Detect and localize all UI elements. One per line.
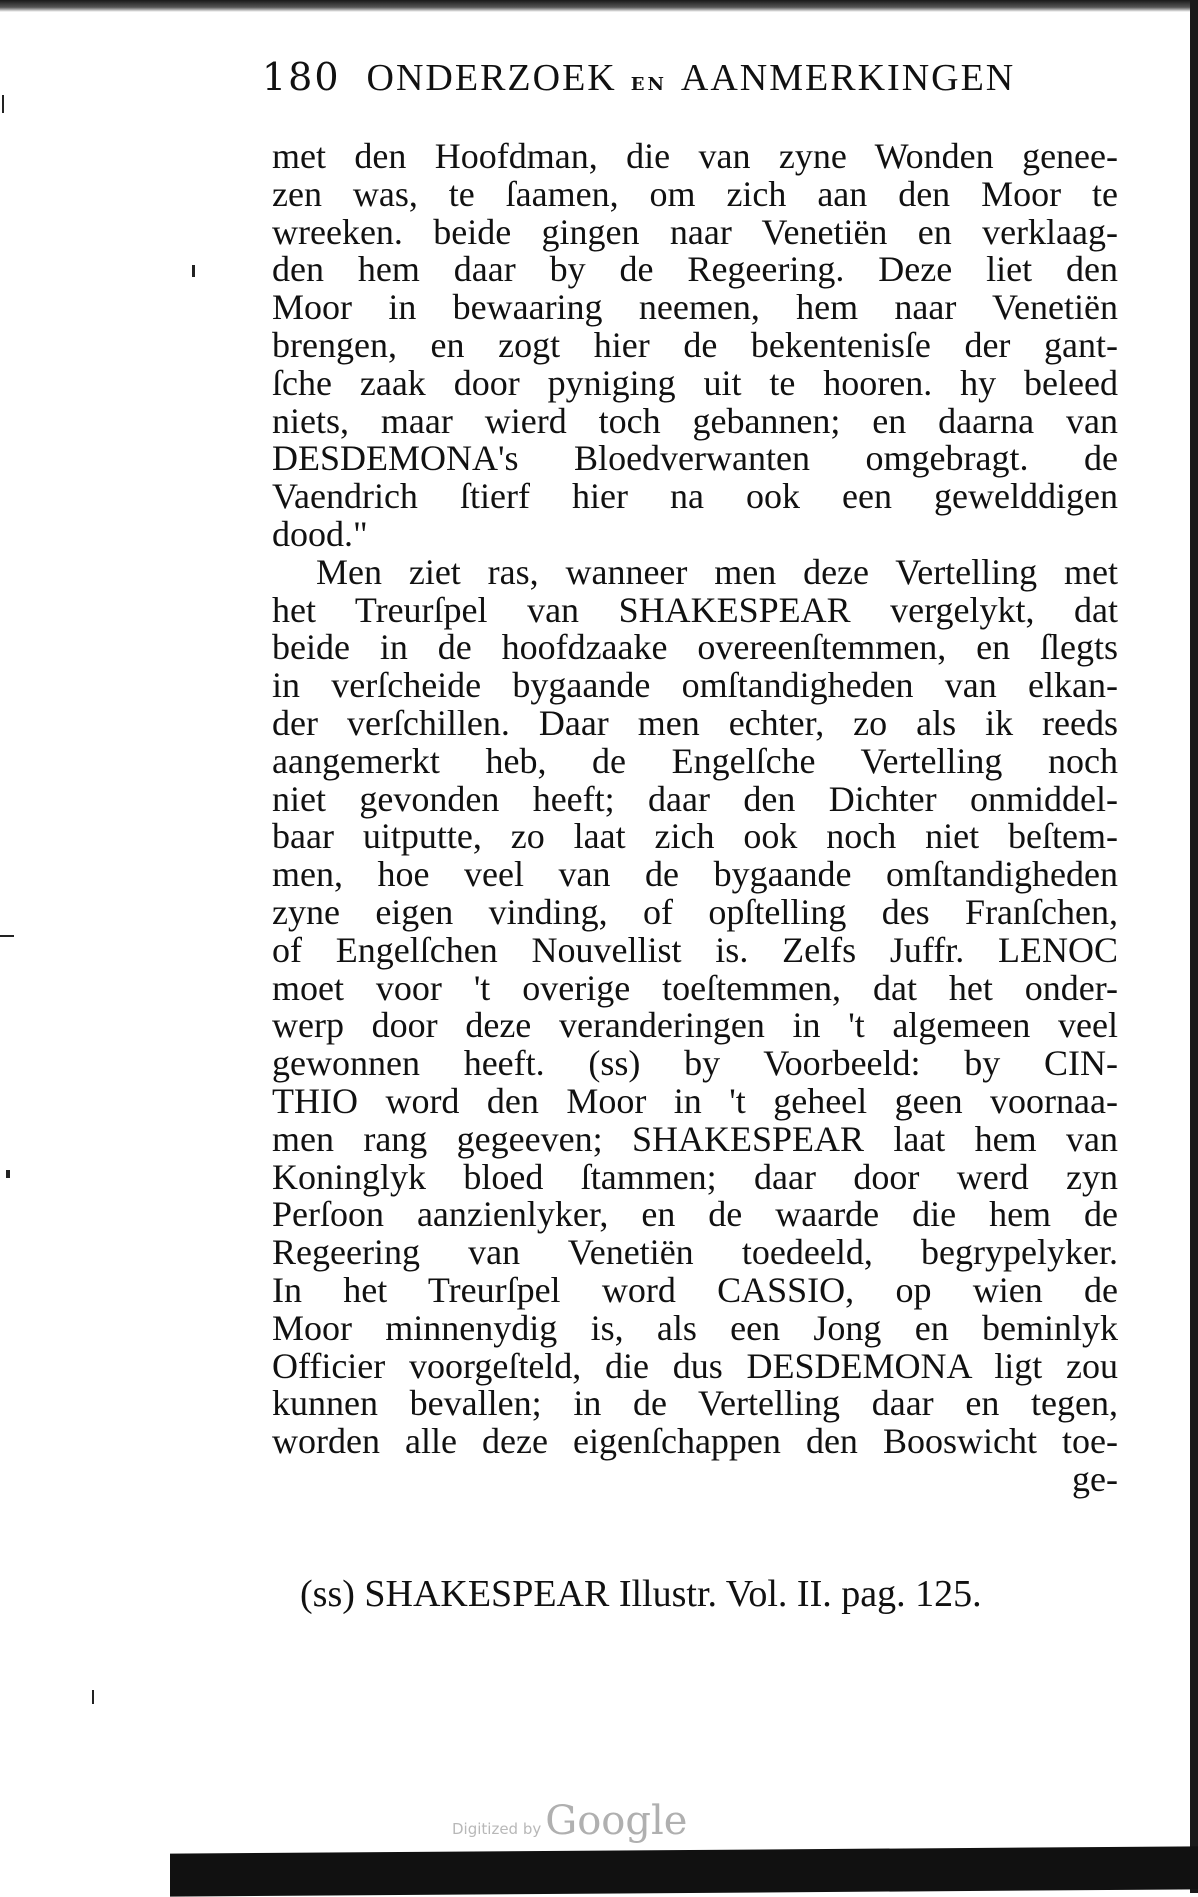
text-line: gewonnen heeft. (ss) by Voorbeeld: by CIN- [272,1043,1118,1084]
margin-mark [192,265,195,277]
header-title-part1: ONDERZOEK [366,57,617,99]
text-line: den hem daar by de Regeering. Deze liet den [272,249,1118,290]
text-line: THIO word den Moor in 't geheel geen voornaa- [272,1080,1118,1121]
text-line: Koninglyk bloed ſtammen; daar door werd zyn [272,1156,1118,1197]
text-line: niets, maar wierd toch gebannen; en daarna van [272,400,1118,441]
margin-mark [0,935,14,937]
text-line: met den Hoofdman, die van zyne Wonden genee- [272,136,1118,176]
text-line: wreeken. beide gingen naar Venetiën en verklaag- [272,211,1118,252]
text-line: Men ziet ras, wanneer men deze Vertelling met [316,551,1118,592]
body-text [272,138,1118,1499]
page-number: 180 [262,55,341,99]
digitization-watermark [452,1798,687,1844]
text-line: Moor minnenydig is, als een Jong en beminlyk [272,1307,1118,1348]
text-line: werp door deze veranderingen in 't algemeen veel [272,1005,1118,1046]
text-line: ſche zaak door pyniging uit te hooren. hy beleed [272,362,1118,403]
text-line: DESDEMONA's Bloedverwanten omgebragt. de [272,438,1118,479]
text-line: dood." [272,513,368,554]
text-line: aangemerkt heb, de Engelſche Vertelling noch [272,740,1118,781]
running-header [262,55,1052,107]
text-line: baar uitputte, zo laat zich ook noch niet beſtem- [272,816,1118,857]
text-line: Perſoon aanzienlyker, en de waarde die hem de [272,1194,1118,1235]
text-line: het Treurſpel van SHAKESPEAR vergelykt, dat [272,589,1118,630]
text-line: moet voor 't overige toeſtemmen, dat het onder- [272,967,1118,1008]
text-line: Moor in bewaaring neemen, hem naar Venetiën [272,287,1118,328]
text-line: der verſchillen. Daar men echter, zo als ik reeds [272,702,1118,743]
text-line: brengen, en zogt hier de bekentenisſe der gant- [272,324,1118,365]
margin-mark [2,95,4,113]
header-title-part2: AANMERKINGEN [680,57,1016,99]
text-line: men rang gegeeven; SHAKESPEAR laat hem van [272,1118,1118,1159]
text-line: men, hoe veel van de bygaande omſtandigheden [272,854,1118,895]
text-line: zyne eigen vinding, of opſtelling des Franſchen, [272,891,1118,932]
text-line: kunnen bevallen; in de Vertelling daar en tegen, [272,1383,1118,1424]
text-line: Regeering van Venetiën toedeeld, begrypelyker. [272,1232,1118,1273]
footnote: (ss) SHAKESPEAR Illustr. Vol. II. pag. 125. [300,1573,982,1615]
text-line: of Engelſchen Nouvellist is. Zelfs Juffr. LENOC [272,929,1118,970]
margin-mark [92,1690,94,1704]
margin-mark [6,1170,10,1178]
text-line: niet gevonden heeft; daar den Dichter onmiddel- [272,778,1118,819]
page-right-edge [1190,0,1198,1893]
page-top-edge [0,0,1198,12]
text-line: worden alle deze eigenſchappen den Booswicht toe- [272,1421,1118,1462]
text-line: In het Treurſpel word CASSIO, op wien de [272,1269,1118,1310]
text-line: in verſcheide bygaande omſtandigheden van elkan- [272,665,1118,706]
google-logo: Google [545,1798,688,1844]
text-line: zen was, te ſaamen, om zich aan den Moor te [272,173,1118,214]
text-line: Vaendrich ſtierf hier na ook een gewelddigen [272,476,1118,517]
text-line: beide in de hoofdzaake overeenſtemmen, en ſlegts [272,627,1118,668]
text-line: Officier voorgeſteld, die dus DESDEMONA ligt zou [272,1345,1118,1386]
page-bottom-edge [170,1846,1198,1896]
catchword: ge- [1072,1458,1118,1499]
header-conjunction: EN [630,74,667,95]
watermark-prefix: Digitized by [452,1820,542,1838]
